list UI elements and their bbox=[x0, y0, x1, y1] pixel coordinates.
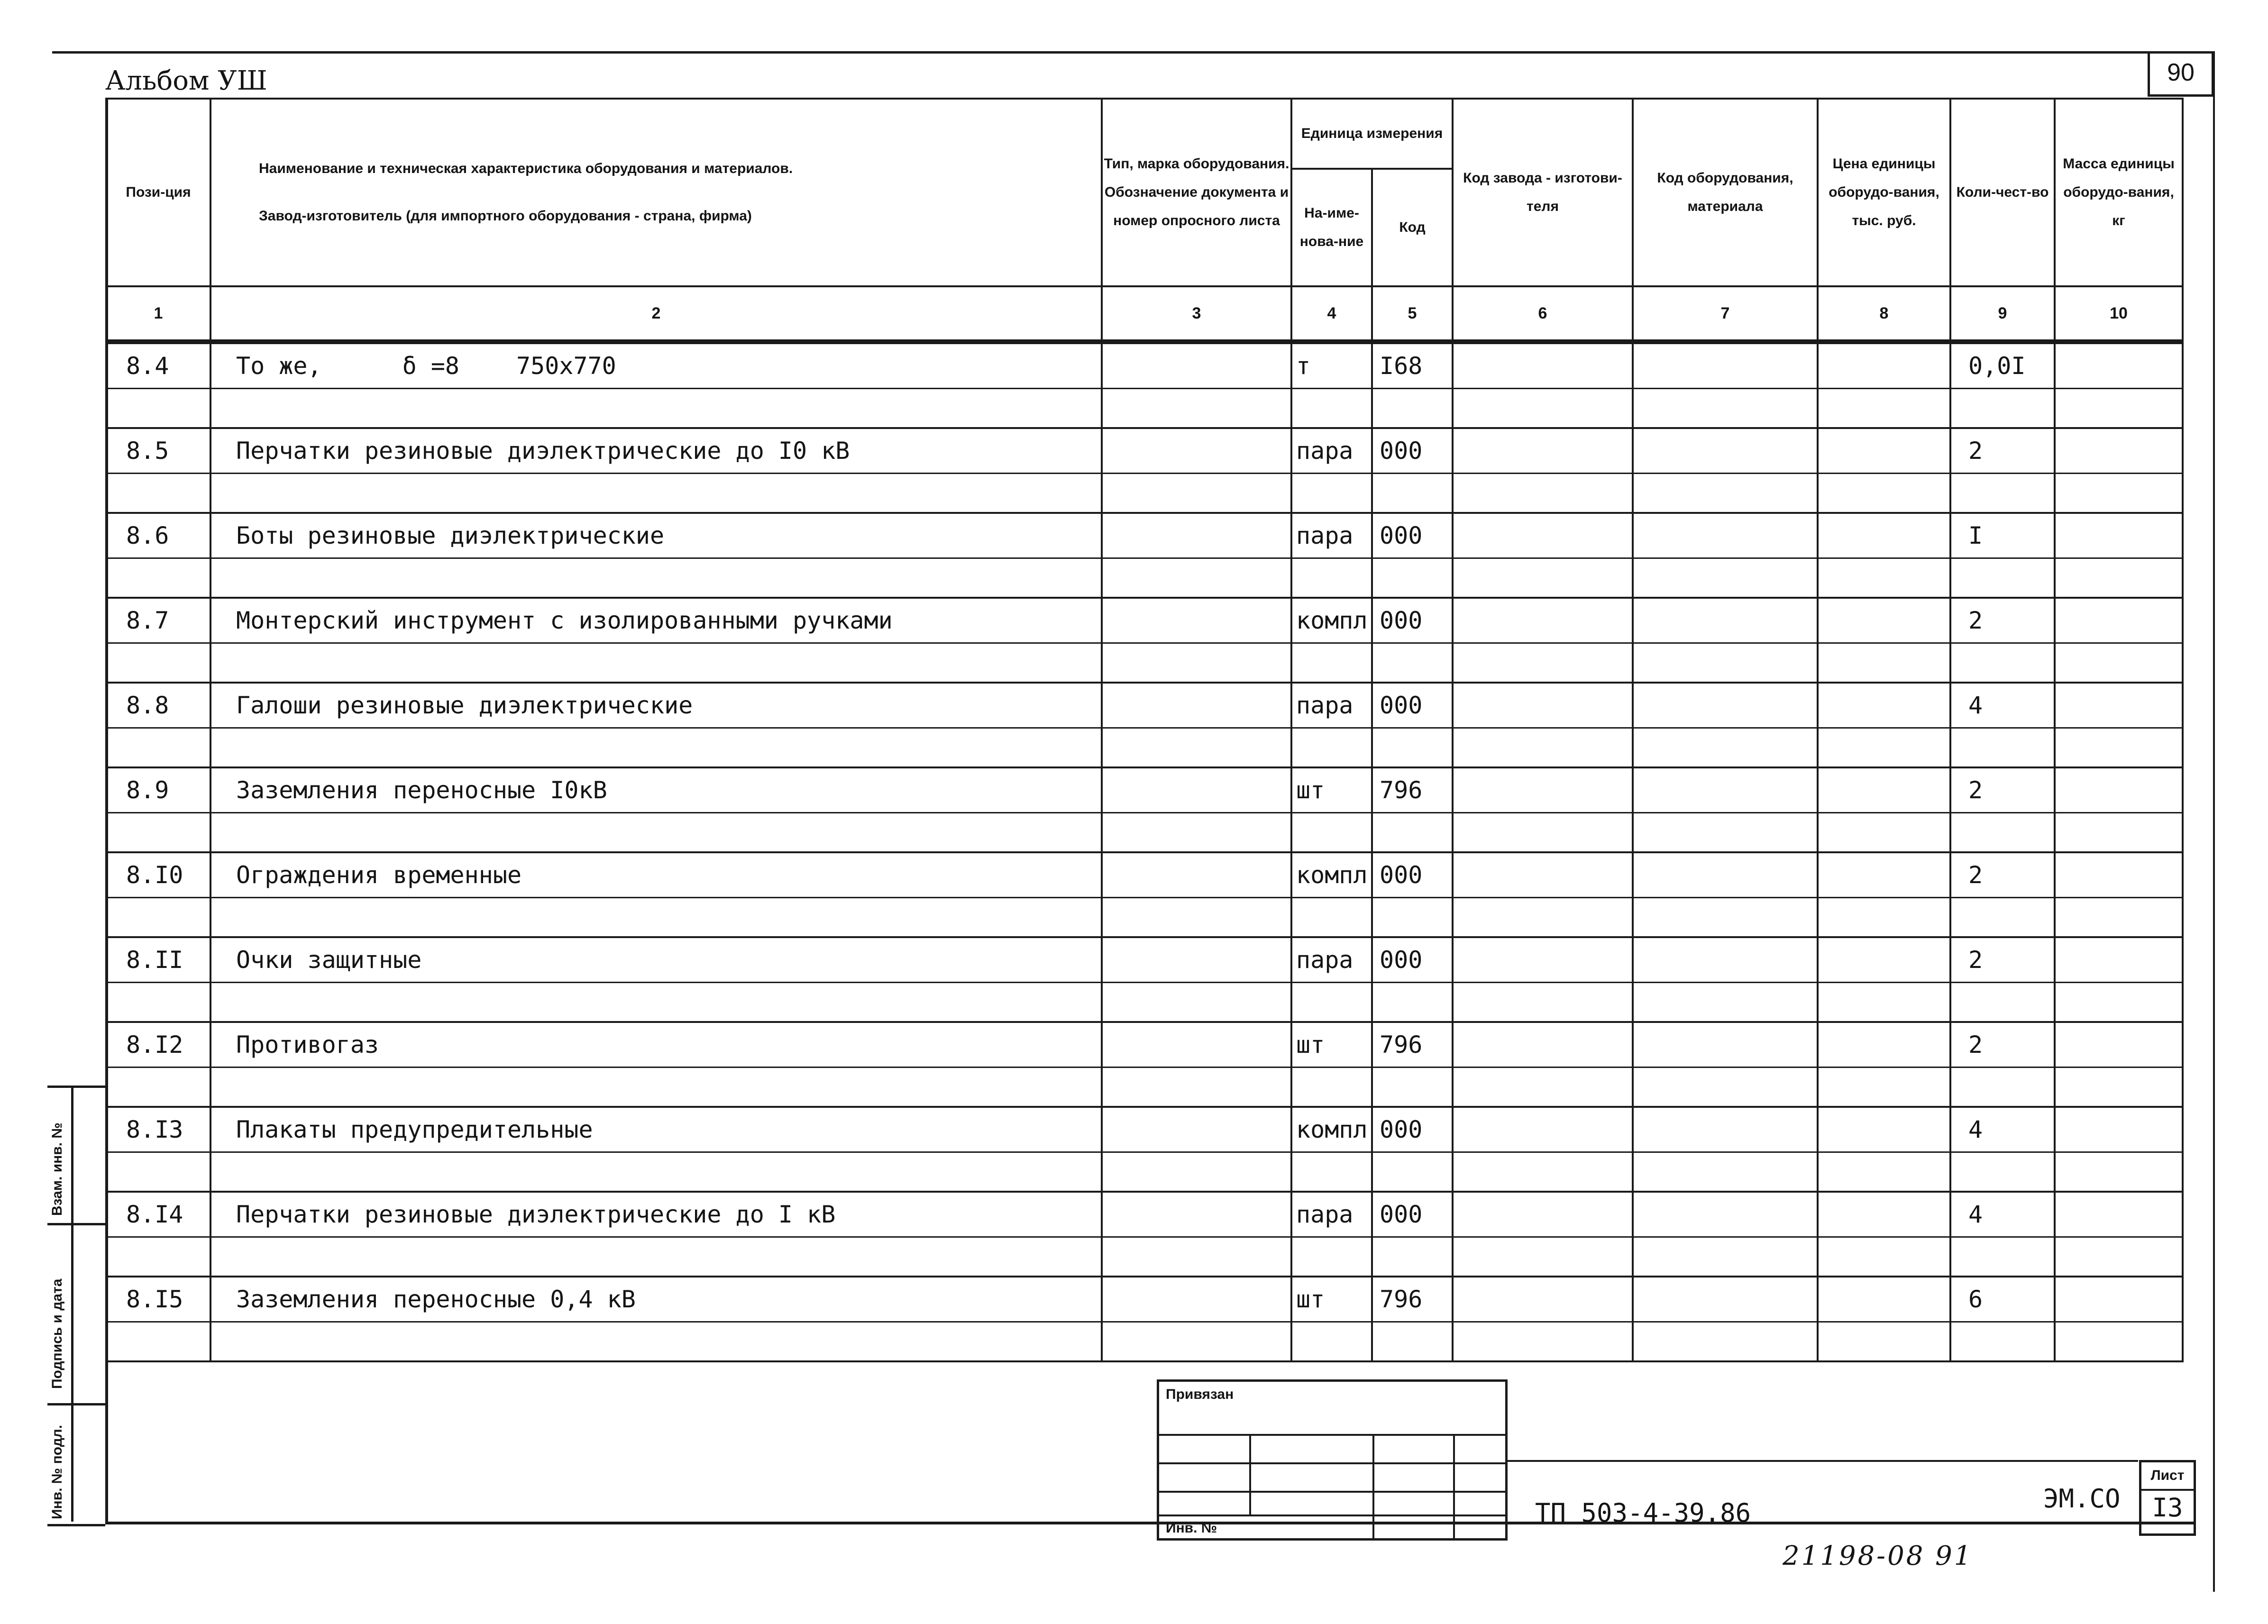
inv-number-label: Инв. № bbox=[1166, 1520, 1217, 1536]
table-row-spacer bbox=[106, 558, 2183, 598]
block-rule bbox=[1453, 1434, 1455, 1538]
row-unit-code: 000 bbox=[1372, 852, 1453, 898]
sheet-box bbox=[2139, 1460, 2196, 1536]
header-factory-code: Код завода - изготови-теля bbox=[1453, 99, 1633, 286]
row-factory-code bbox=[1453, 1192, 1633, 1237]
table-row bbox=[106, 852, 2183, 898]
row-name-text: То же, bbox=[236, 352, 322, 380]
row-equipment-code bbox=[1633, 1022, 1818, 1067]
row-mass bbox=[2055, 1107, 2183, 1152]
row-mass bbox=[2055, 767, 2183, 813]
row-equipment-code bbox=[1633, 1277, 1818, 1322]
table-row-spacer bbox=[106, 1152, 2183, 1192]
header-name-line1: Наименование и техническая характеристика оборудования и материалов. bbox=[259, 161, 793, 176]
row-unit: компл bbox=[1291, 598, 1372, 643]
header-unit-name: На-име-нова-ние bbox=[1291, 169, 1372, 286]
header-equipment-code: Код оборудования, материала bbox=[1633, 99, 1818, 286]
table-row-spacer bbox=[106, 898, 2183, 938]
row-quantity: 4 bbox=[1950, 683, 2055, 728]
row-name: Перчатки резиновые диэлектрические до I кВ bbox=[210, 1192, 1102, 1237]
row-type bbox=[1102, 1192, 1291, 1237]
header-unit-group: Единица измерения bbox=[1291, 99, 1453, 169]
row-mass bbox=[2055, 428, 2183, 474]
row-factory-code bbox=[1453, 852, 1633, 898]
row-position: 8.II bbox=[106, 937, 210, 983]
row-quantity: 2 bbox=[1950, 767, 2055, 813]
sheet-number: I3 bbox=[2152, 1493, 2183, 1523]
row-unit-code: 796 bbox=[1372, 767, 1453, 813]
row-name: Очки защитные bbox=[210, 937, 1102, 983]
row-unit: шт bbox=[1291, 1022, 1372, 1067]
section-code: ЭМ.СО bbox=[2043, 1484, 2121, 1514]
row-equipment-code bbox=[1633, 767, 1818, 813]
document-code: ТП 503-4-39.86 bbox=[1535, 1498, 1751, 1528]
block-rule bbox=[1249, 1434, 1251, 1515]
table-row bbox=[106, 342, 2183, 389]
header-mass: Масса единицы оборудо-вания, кг bbox=[2055, 99, 2183, 286]
row-name: Плакаты предупредительные bbox=[210, 1107, 1102, 1152]
stub-sign-date: Подпись и дата bbox=[49, 1278, 65, 1389]
row-price bbox=[1818, 1107, 1950, 1152]
row-name: Боты резиновые диэлектрические bbox=[210, 513, 1102, 558]
row-mass bbox=[2055, 1022, 2183, 1067]
row-position: 8.8 bbox=[106, 683, 210, 728]
col-num-7: 7 bbox=[1633, 286, 1818, 342]
col-num-9: 9 bbox=[1950, 286, 2055, 342]
table-row bbox=[106, 513, 2183, 558]
row-unit: пара bbox=[1291, 1192, 1372, 1237]
row-mass bbox=[2055, 937, 2183, 983]
row-factory-code bbox=[1453, 342, 1633, 389]
row-price bbox=[1818, 852, 1950, 898]
col-num-2: 2 bbox=[210, 286, 1102, 342]
row-unit: шт bbox=[1291, 767, 1372, 813]
column-number-row bbox=[106, 286, 2183, 342]
row-type bbox=[1102, 767, 1291, 813]
row-equipment-code bbox=[1633, 428, 1818, 474]
col-num-10: 10 bbox=[2055, 286, 2183, 342]
row-position: 8.6 bbox=[106, 513, 210, 558]
header-price: Цена единицы оборудо-вания, тыс. руб. bbox=[1818, 99, 1950, 286]
row-equipment-code bbox=[1633, 1107, 1818, 1152]
table-row bbox=[106, 683, 2183, 728]
row-name: Заземления переносные 0,4 кВ bbox=[210, 1277, 1102, 1322]
row-factory-code bbox=[1453, 1022, 1633, 1067]
row-position: 8.4 bbox=[106, 342, 210, 389]
row-equipment-code bbox=[1633, 683, 1818, 728]
row-price bbox=[1818, 937, 1950, 983]
row-unit-code: 000 bbox=[1372, 683, 1453, 728]
row-unit: пара bbox=[1291, 683, 1372, 728]
row-position: 8.I2 bbox=[106, 1022, 210, 1067]
row-name: Заземления переносные I0кВ bbox=[210, 767, 1102, 813]
row-name: Ограждения временные bbox=[210, 852, 1102, 898]
row-type bbox=[1102, 1022, 1291, 1067]
row-equipment-code bbox=[1633, 852, 1818, 898]
row-type bbox=[1102, 683, 1291, 728]
row-mass bbox=[2055, 1192, 2183, 1237]
row-factory-code bbox=[1453, 937, 1633, 983]
row-quantity: I bbox=[1950, 513, 2055, 558]
table-row bbox=[106, 598, 2183, 643]
row-mass bbox=[2055, 852, 2183, 898]
table-row bbox=[106, 937, 2183, 983]
row-position: 8.7 bbox=[106, 598, 210, 643]
row-factory-code bbox=[1453, 683, 1633, 728]
table-row-spacer bbox=[106, 1237, 2183, 1277]
table-row bbox=[106, 1107, 2183, 1152]
row-thickness: δ =8 bbox=[402, 352, 460, 380]
row-mass bbox=[2055, 513, 2183, 558]
row-size: 750х770 bbox=[516, 352, 616, 380]
row-unit: компл bbox=[1291, 852, 1372, 898]
row-quantity: 2 bbox=[1950, 1022, 2055, 1067]
row-quantity: 2 bbox=[1950, 598, 2055, 643]
row-quantity: 2 bbox=[1950, 937, 2055, 983]
row-unit-code: 796 bbox=[1372, 1022, 1453, 1067]
row-equipment-code bbox=[1633, 1192, 1818, 1237]
row-price bbox=[1818, 342, 1950, 389]
row-unit: пара bbox=[1291, 428, 1372, 474]
sheet-label: Лист bbox=[2141, 1462, 2194, 1491]
row-position: 8.I3 bbox=[106, 1107, 210, 1152]
row-type bbox=[1102, 342, 1291, 389]
row-position: 8.I4 bbox=[106, 1192, 210, 1237]
row-equipment-code bbox=[1633, 937, 1818, 983]
table-row-spacer bbox=[106, 1067, 2183, 1107]
stub-rule bbox=[47, 1524, 105, 1526]
row-unit-code: 000 bbox=[1372, 1192, 1453, 1237]
row-position: 8.I0 bbox=[106, 852, 210, 898]
row-price bbox=[1818, 1277, 1950, 1322]
col-num-8: 8 bbox=[1818, 286, 1950, 342]
row-position: 8.9 bbox=[106, 767, 210, 813]
row-type bbox=[1102, 1277, 1291, 1322]
table-row-spacer bbox=[106, 813, 2183, 853]
row-price bbox=[1818, 598, 1950, 643]
header-row-1 bbox=[106, 99, 2183, 169]
row-unit: шт bbox=[1291, 1277, 1372, 1322]
table-row bbox=[106, 1277, 2183, 1322]
row-type bbox=[1102, 937, 1291, 983]
row-quantity: 4 bbox=[1950, 1192, 2055, 1237]
block-rule bbox=[1372, 1434, 1374, 1538]
row-equipment-code bbox=[1633, 513, 1818, 558]
table-row bbox=[106, 1022, 2183, 1067]
row-quantity: 4 bbox=[1950, 1107, 2055, 1152]
row-unit: пара bbox=[1291, 513, 1372, 558]
row-mass bbox=[2055, 1277, 2183, 1322]
row-unit-code: 000 bbox=[1372, 598, 1453, 643]
col-num-3: 3 bbox=[1102, 286, 1291, 342]
col-num-5: 5 bbox=[1372, 286, 1453, 342]
row-type bbox=[1102, 852, 1291, 898]
row-quantity: 6 bbox=[1950, 1277, 2055, 1322]
row-name: Перчатки резиновые диэлектрические до I0 кВ bbox=[210, 428, 1102, 474]
col-num-1: 1 bbox=[106, 286, 210, 342]
row-price bbox=[1818, 1192, 1950, 1237]
handwritten-number: 21198-08 91 bbox=[1783, 1541, 1973, 1571]
row-price bbox=[1818, 683, 1950, 728]
row-type bbox=[1102, 598, 1291, 643]
table-row-spacer bbox=[106, 643, 2183, 683]
table-row bbox=[106, 1192, 2183, 1237]
row-factory-code bbox=[1453, 1277, 1633, 1322]
title-rule bbox=[1508, 1460, 2138, 1462]
col-num-6: 6 bbox=[1453, 286, 1633, 342]
row-equipment-code bbox=[1633, 598, 1818, 643]
row-unit: т bbox=[1291, 342, 1372, 389]
page-number: 90 bbox=[2148, 51, 2214, 97]
row-type bbox=[1102, 428, 1291, 474]
row-mass bbox=[2055, 342, 2183, 389]
header-unit-code: Код bbox=[1372, 169, 1453, 286]
row-mass bbox=[2055, 598, 2183, 643]
header-name-line2: Завод-изготовитель (для импортного оборудования - страна, фирма) bbox=[259, 208, 752, 224]
row-price bbox=[1818, 513, 1950, 558]
row-unit: пара bbox=[1291, 937, 1372, 983]
header-position: Пози-ция bbox=[106, 99, 210, 286]
row-type bbox=[1102, 1107, 1291, 1152]
row-price bbox=[1818, 767, 1950, 813]
row-mass bbox=[2055, 683, 2183, 728]
row-position: 8.I5 bbox=[106, 1277, 210, 1322]
row-factory-code bbox=[1453, 1107, 1633, 1152]
stub-rule bbox=[47, 1086, 105, 1088]
row-name: Галоши резиновые диэлектрические bbox=[210, 683, 1102, 728]
row-equipment-code bbox=[1633, 342, 1818, 389]
row-price bbox=[1818, 428, 1950, 474]
row-factory-code bbox=[1453, 767, 1633, 813]
table-row-spacer bbox=[106, 474, 2183, 513]
row-quantity: 2 bbox=[1950, 428, 2055, 474]
top-rule bbox=[52, 51, 2214, 54]
row-unit-code: 000 bbox=[1372, 937, 1453, 983]
table-row bbox=[106, 428, 2183, 474]
row-factory-code bbox=[1453, 598, 1633, 643]
privyazan-label: Привязан bbox=[1166, 1387, 1234, 1402]
right-edge-rule bbox=[2213, 51, 2215, 1592]
row-position: 8.5 bbox=[106, 428, 210, 474]
privyazan-block bbox=[1157, 1379, 1508, 1541]
table-row-spacer bbox=[106, 389, 2183, 429]
col-num-4: 4 bbox=[1291, 286, 1372, 342]
row-quantity: 0,0I bbox=[1950, 342, 2055, 389]
row-name: Монтерский инструмент с изолированными ручками bbox=[210, 598, 1102, 643]
row-unit-code: 000 bbox=[1372, 1107, 1453, 1152]
row-unit: компл bbox=[1291, 1107, 1372, 1152]
stub-vertical-rule bbox=[71, 1086, 73, 1522]
row-name bbox=[210, 342, 1102, 389]
table-row bbox=[106, 767, 2183, 813]
row-unit-code: 000 bbox=[1372, 513, 1453, 558]
specification-table bbox=[105, 98, 2184, 1362]
row-unit-code: 000 bbox=[1372, 428, 1453, 474]
stub-rule bbox=[47, 1403, 105, 1405]
row-price bbox=[1818, 1022, 1950, 1067]
header-type: Тип, марка оборудования. Обозначение документа и номер опросного листа bbox=[1102, 99, 1291, 286]
header-name bbox=[210, 99, 1102, 286]
row-factory-code bbox=[1453, 513, 1633, 558]
table-row-spacer bbox=[106, 1322, 2183, 1362]
table-row-spacer bbox=[106, 983, 2183, 1022]
stub-orig-inv: Инв. № подл. bbox=[49, 1424, 65, 1519]
row-type bbox=[1102, 513, 1291, 558]
row-name: Противогаз bbox=[210, 1022, 1102, 1067]
album-label: Альбом УШ bbox=[105, 65, 267, 96]
stub-rule bbox=[47, 1223, 105, 1225]
table-row-spacer bbox=[106, 728, 2183, 768]
row-unit-code: 796 bbox=[1372, 1277, 1453, 1322]
row-factory-code bbox=[1453, 428, 1633, 474]
row-unit-code: I68 bbox=[1372, 342, 1453, 389]
row-quantity: 2 bbox=[1950, 852, 2055, 898]
stub-replace-inv: Взам. инв. № bbox=[49, 1122, 65, 1216]
header-quantity: Коли-чест-во bbox=[1950, 99, 2055, 286]
